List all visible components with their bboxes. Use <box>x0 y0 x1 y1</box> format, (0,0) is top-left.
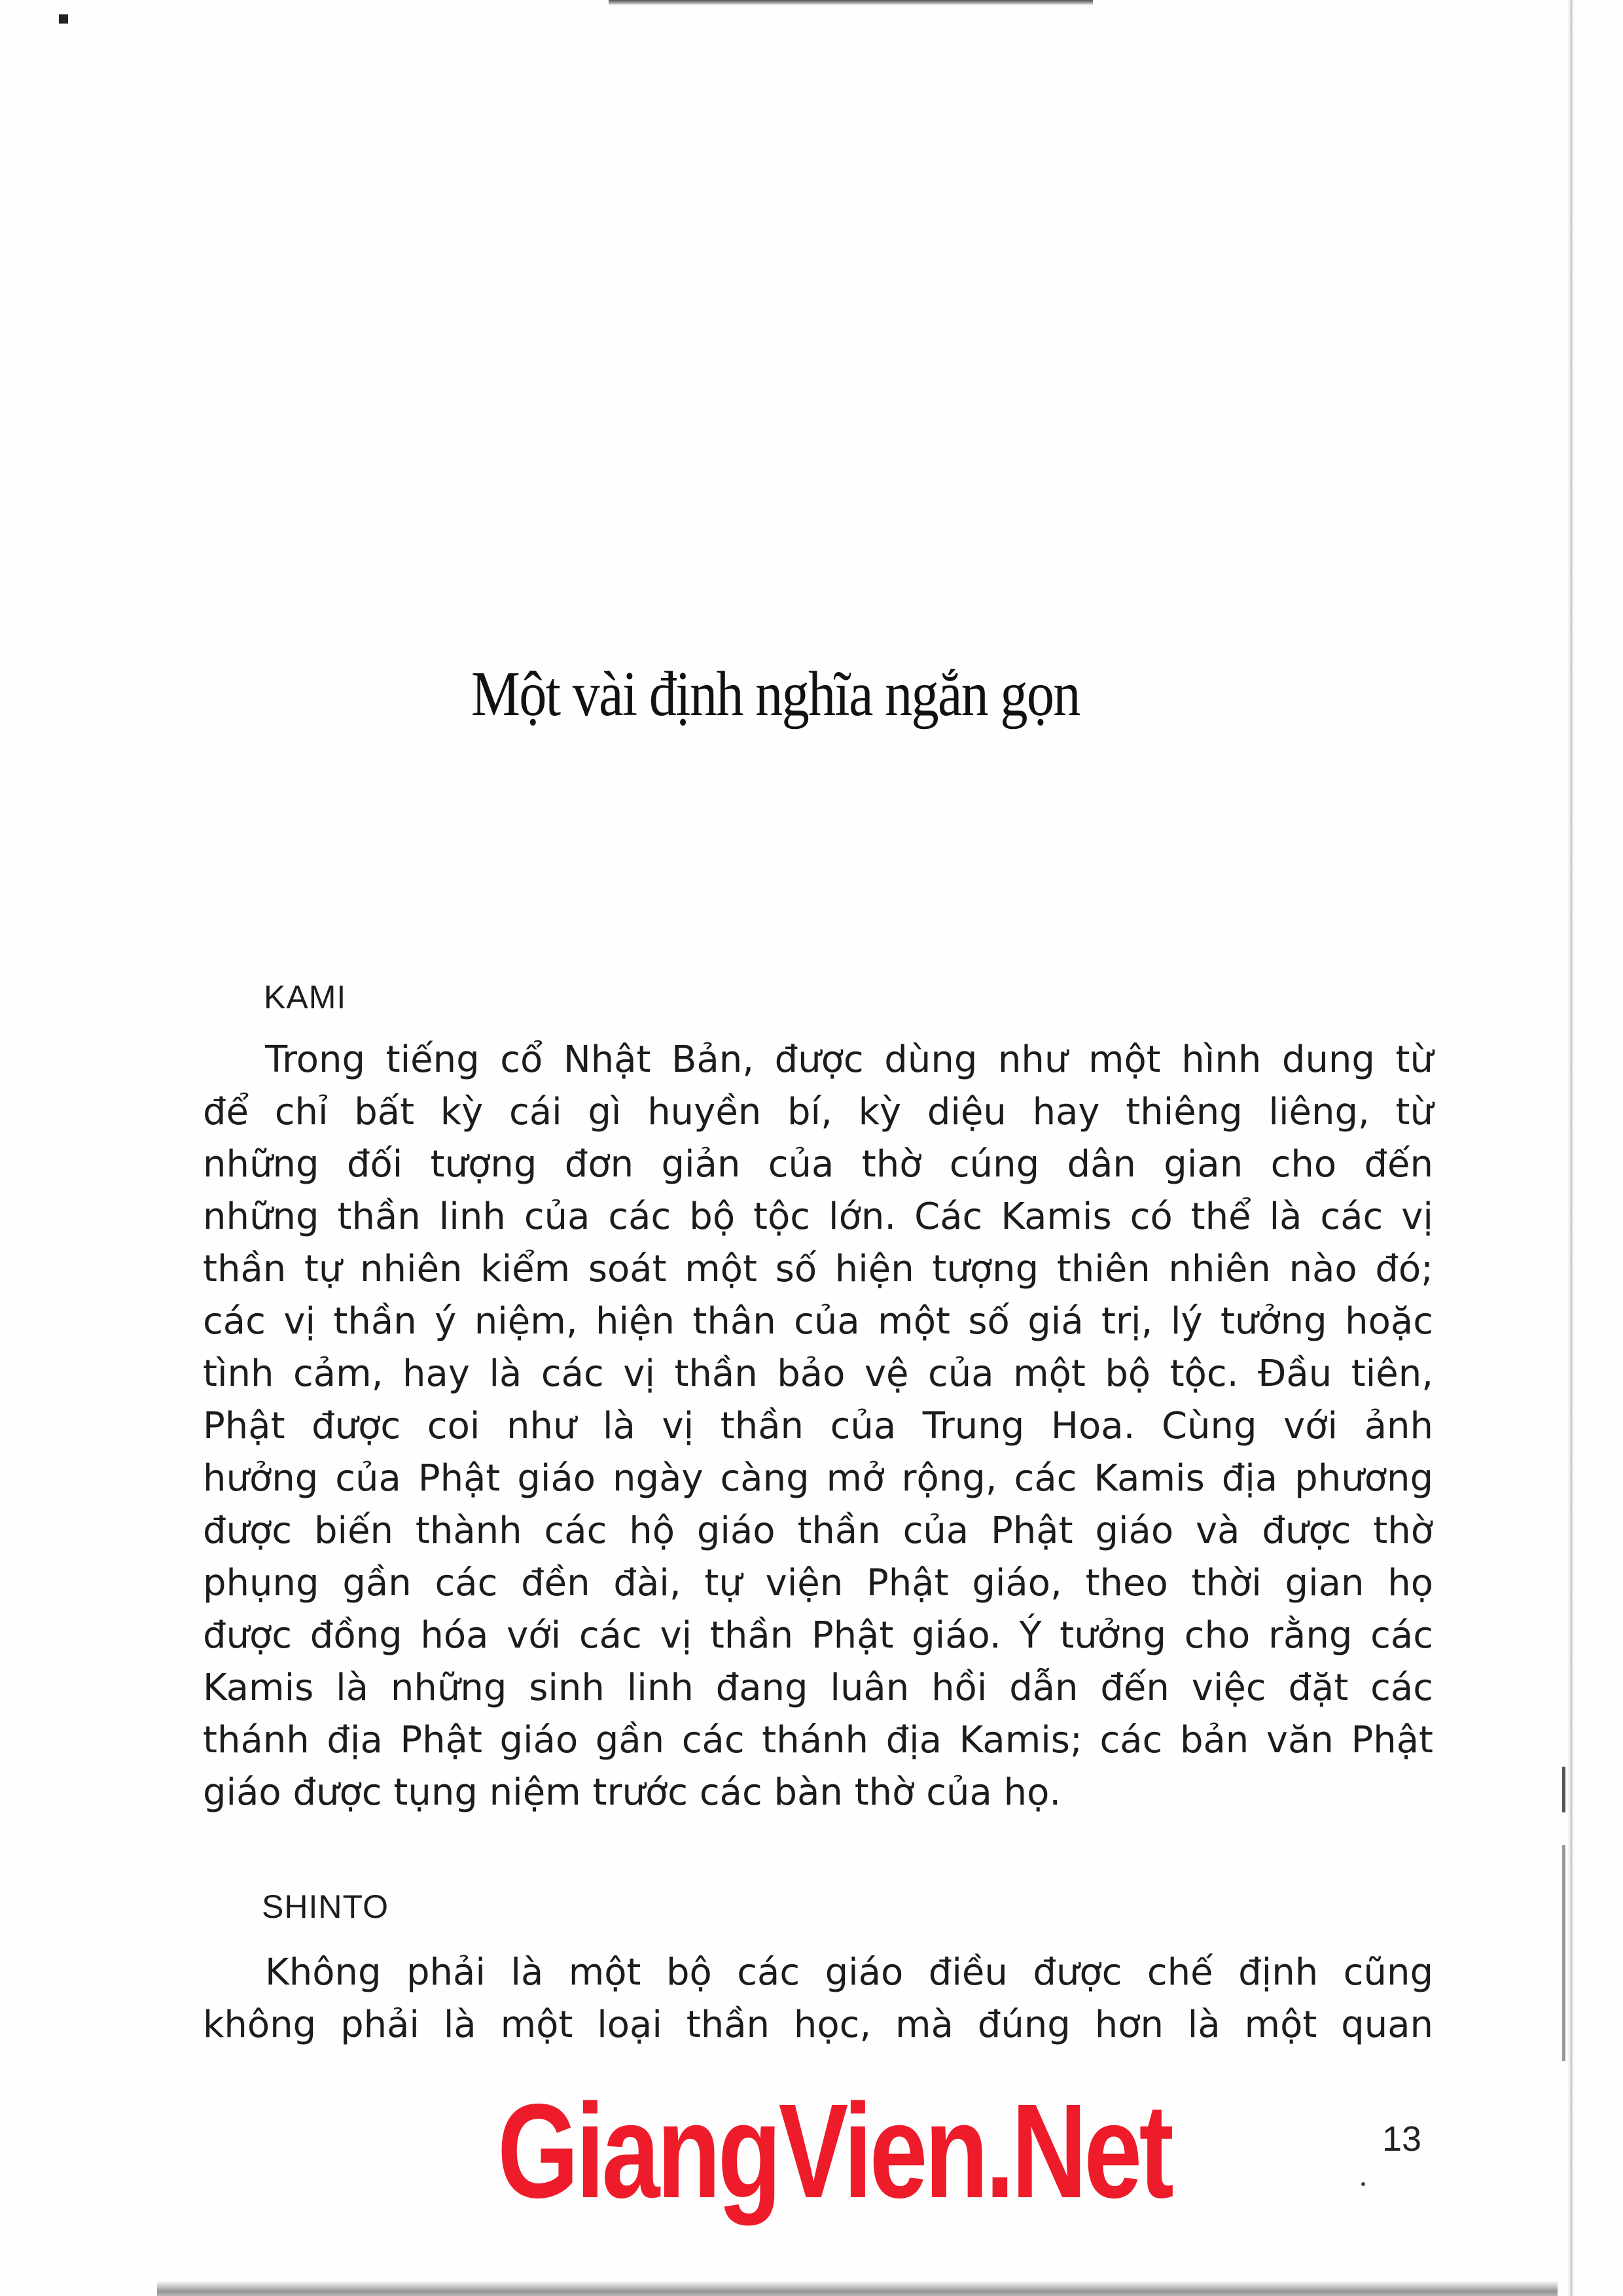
text-line: Không phải là một bộ các giáo điều được chế định cũng <box>265 1951 1433 1994</box>
text-line: các vị thần ý niệm, hiện thân của một số giá trị, lý tưởng hoặc <box>203 1300 1433 1343</box>
scan-mark <box>1562 1845 1565 2061</box>
text-line: được đồng hóa với các vị thần Phật giáo. Ý tưởng cho rằng các <box>203 1614 1433 1657</box>
chapter-title: Một vài định nghĩa ngắn gọn <box>471 659 1080 730</box>
text-line: những thần linh của các bộ tộc lớn. Các Kamis có thể là các vị <box>203 1195 1433 1238</box>
text-line: thần tự nhiên kiểm soát một số hiện tượng thiên nhiên nào đó; <box>203 1248 1433 1290</box>
section-heading-shinto: SHINTO <box>262 1888 389 1925</box>
text-line: Trong tiếng cổ Nhật Bản, được dùng như một hình dung từ <box>265 1038 1433 1081</box>
text-line: Phật được coi như là vị thần của Trung Hoa. Cùng với ảnh <box>203 1405 1433 1447</box>
text-line: giáo được tụng niệm trước các bàn thờ của họ. <box>203 1771 1061 1814</box>
scan-edge-top <box>609 0 1093 5</box>
page-number: 13 <box>1382 2119 1422 2159</box>
text-line: không phải là một loại thần học, mà đúng hơn là một quan <box>203 2004 1433 2046</box>
text-line: phụng gần các đền đài, tự viện Phật giáo, theo thời gian họ <box>203 1562 1433 1604</box>
text-line: thánh địa Phật giáo gần các thánh địa Kamis; các bản văn Phật <box>203 1719 1433 1761</box>
section-body-shinto <box>203 1947 1433 2051</box>
scan-edge-right <box>1567 0 1574 2296</box>
scan-speck <box>59 14 68 24</box>
text-line: Kamis là những sinh linh đang luân hồi dẫn đến việc đặt các <box>203 1667 1433 1709</box>
text-line: để chỉ bất kỳ cái gì huyền bí, kỳ diệu hay thiêng liêng, từ <box>203 1091 1433 1133</box>
text-line: được biến thành các hộ giáo thần của Phật giáo và được thờ <box>203 1510 1433 1552</box>
scan-speck <box>1361 2182 1365 2186</box>
text-line: tình cảm, hay là các vị thần bảo vệ của một bộ tộc. Đầu tiên, <box>203 1352 1433 1395</box>
watermark-logo: GiangVien.Net <box>497 2076 1171 2226</box>
scan-mark <box>1562 1767 1565 1812</box>
scan-edge-bottom <box>157 2280 1558 2296</box>
section-heading-kami: KAMI <box>264 979 347 1016</box>
text-line: những đối tượng đơn giản của thờ cúng dân gian cho đến <box>203 1143 1433 1186</box>
text-line: hưởng của Phật giáo ngày càng mở rộng, các Kamis địa phương <box>203 1457 1433 1500</box>
section-body-kami <box>203 1034 1433 1819</box>
